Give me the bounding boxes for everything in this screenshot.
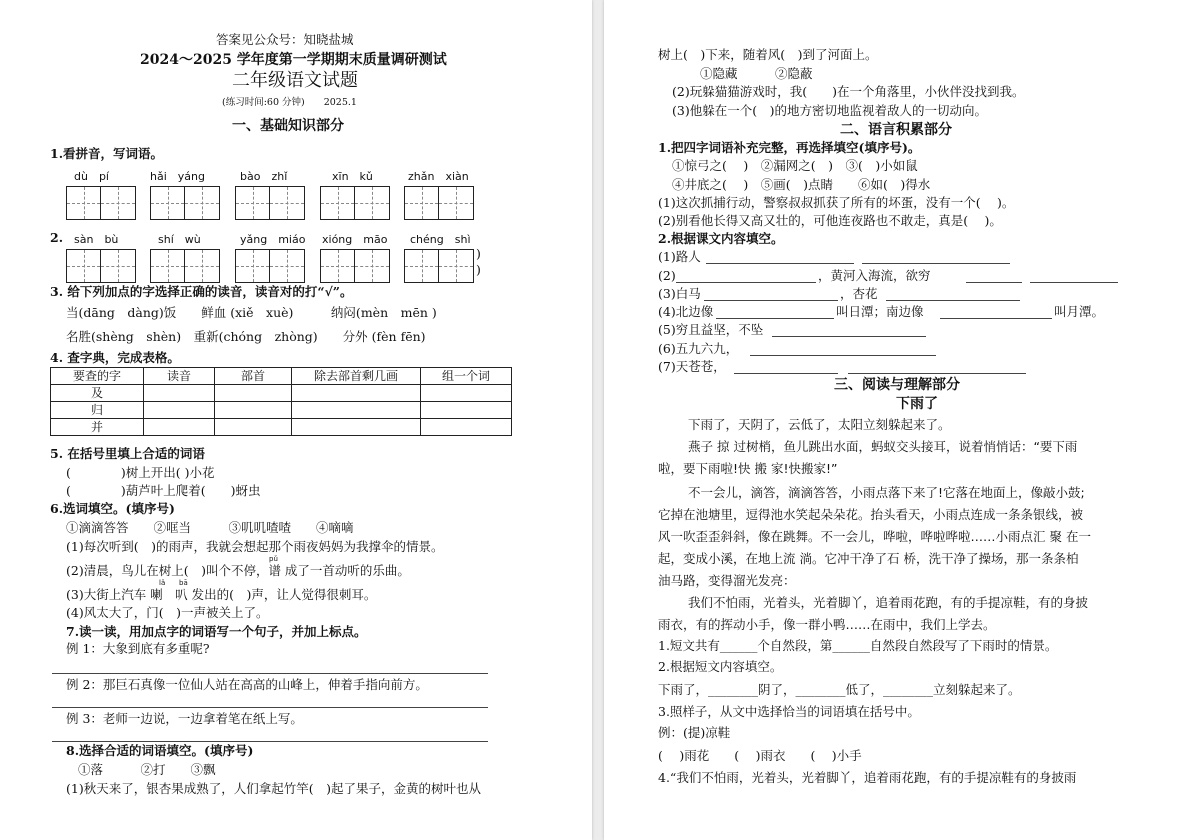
answer-line[interactable] <box>706 263 854 264</box>
pinyin-label: hǎi yáng <box>150 170 205 183</box>
fill-label: (3)白马 <box>658 286 701 301</box>
answer-line[interactable] <box>52 741 488 742</box>
fill-label: ，黄河入海流，欲穷 <box>818 268 931 283</box>
q6-sentence-2: (2)清晨，鸟儿在树上( )叫个不停，谱 成了一首动听的乐曲。 <box>66 563 410 578</box>
exam-page-right <box>604 0 1197 840</box>
reading-q3-example: 例：(提)凉鞋 <box>658 725 731 740</box>
pinyin-label: shí wù <box>158 233 201 246</box>
ruby: bā <box>179 579 188 587</box>
q8-options-2: ①隐藏 ②隐蔽 <box>700 66 813 81</box>
story-line: 下雨了，天阴了，云低了，太阳立刻躲起来了。 <box>688 417 951 432</box>
answer-line[interactable] <box>940 318 1052 319</box>
answer-cell[interactable] <box>421 419 512 436</box>
story-line: 啦，要下雨啦!快 搬 家!快搬家!” <box>658 461 838 476</box>
exam-page-left <box>0 0 592 840</box>
answer-cell[interactable] <box>292 385 421 402</box>
q5-line-1: ( )树上开出( )小花 <box>66 465 215 480</box>
pinyin-label: yǎng miáo <box>240 233 306 246</box>
answer-line[interactable] <box>1030 282 1118 283</box>
table-header: 组一个词 <box>421 368 512 385</box>
answer-line[interactable] <box>704 300 838 301</box>
exam-meta: (练习时间:60 分钟) 2025.1 <box>222 97 357 108</box>
fill-label: (5)穷且益坚，不坠 <box>658 322 764 337</box>
question-8: 8.选择合适的词语填空。(填序号) <box>66 743 254 758</box>
q5-line-2: ( )葫芦叶上爬着( )蚜虫 <box>66 483 261 498</box>
question-1: 1.看拼音，写词语。 <box>50 146 164 161</box>
answer-cell[interactable] <box>215 385 292 402</box>
story-line: 不一会儿，滴答，滴滴答答，小雨点落下来了!它落在地面上，像敲小鼓; <box>688 485 1085 500</box>
table-header: 读音 <box>144 368 215 385</box>
q8-sentence-1: (1)秋天来了，银杏果成熟了，人们拿起竹竿( )起了果子，金黄的树叶也从 <box>66 781 481 796</box>
table-row <box>51 402 512 419</box>
answer-line[interactable] <box>966 282 1022 283</box>
reading-question-2: 2.根据短文内容填空。 <box>658 659 783 674</box>
reading-question-4: 4.“我们不怕雨，光着头，光着脚丫，追着雨花跑，有的手提凉鞋有的身披雨 <box>658 770 1077 785</box>
q3-row-1: 当(dāng dàng)饭 鲜血 (xiě xuè) 纳闷(mèn mēn ) <box>66 305 437 320</box>
story-title: 下雨了 <box>896 396 938 412</box>
writing-grid[interactable] <box>150 249 220 283</box>
q6-options: ①滴滴答答 ②哐当 ③叽叽喳喳 ④嘀嘀 <box>66 520 354 535</box>
answer-line[interactable] <box>52 673 488 674</box>
answer-line[interactable] <box>772 336 926 337</box>
section-1-heading: 一、基础知识部分 <box>232 118 344 134</box>
ruby: pǔ <box>269 555 278 563</box>
reading-question-3: 3.照样子，从文中选择恰当的词语填在括号中。 <box>658 704 920 719</box>
pinyin-label: bào zhǐ <box>240 170 288 183</box>
source-note: 答案见公众号：知晓盐城 <box>216 32 354 47</box>
fill-label: (1)路人 <box>658 249 701 264</box>
question-3: 3. 给下列加点的字选择正确的读音，读音对的打“√”。 <box>50 284 353 299</box>
answer-cell[interactable] <box>215 419 292 436</box>
writing-grid[interactable] <box>320 186 390 220</box>
table-row <box>51 419 512 436</box>
pinyin-label: zhǎn xiàn <box>408 170 469 183</box>
answer-cell[interactable] <box>292 402 421 419</box>
table-cell: 并 <box>51 419 144 436</box>
answer-cell[interactable] <box>144 402 215 419</box>
q8-sentence-2: (2)玩躲猫猫游戏时，我( )在一个角落里，小伙伴没找到我。 <box>672 84 1025 99</box>
writing-grid[interactable] <box>66 249 136 283</box>
story-line: 它掉在池塘里，逗得池水笑起朵朵花。抬头看天，小雨点连成一条条银线，被 <box>658 507 1084 522</box>
story-line: 起，变成小溪，在地上流 淌。它冲干净了石 桥，洗干净了操场，那一条条柏 <box>658 551 1079 566</box>
idiom-sentence-2: (2)别看他长得又高又壮的，可他连夜路也不敢走，真是( )。 <box>658 213 1002 228</box>
pinyin-label: sàn bù <box>74 233 119 246</box>
pinyin-label: chéng shì <box>410 233 471 246</box>
reading-question-1: 1.短文共有______个自然段，第______自然段自然段写了下雨时的情景。 <box>658 638 1058 653</box>
answer-cell[interactable] <box>144 419 215 436</box>
question-5: 5. 在括号里填上合适的词语 <box>50 446 205 461</box>
answer-line[interactable] <box>848 373 1026 374</box>
table-header: 部首 <box>215 368 292 385</box>
answer-cell[interactable] <box>421 402 512 419</box>
table-row <box>51 385 512 402</box>
section-2-heading: 二、语言积累部分 <box>840 122 952 138</box>
fill-label: (2) <box>658 268 676 283</box>
exam-subtitle: 二年级语文试题 <box>232 70 358 91</box>
answer-line[interactable] <box>734 373 838 374</box>
q3-row-2: 名胜(shèng shèn) 重新(chóng zhòng) 分外 (fèn fēn) <box>66 329 426 344</box>
q6-sentence-4: (4)风太大了，门( )一声被关上了。 <box>66 605 269 620</box>
idiom-row-2: ④井底之( ) ⑤画( )点睛 ⑥如( )得水 <box>672 177 931 192</box>
s2-question-1: 1.把四字词语补充完整，再选择填空(填序号)。 <box>658 140 921 155</box>
table-header: 要查的字 <box>51 368 144 385</box>
fill-label: 叫月潭。 <box>1054 304 1105 319</box>
story-line: 燕子 掠 过树梢，鱼儿跳出水面，蚂蚁交头接耳，说着悄悄话：“要下雨 <box>688 439 1078 454</box>
writing-grid[interactable] <box>404 186 474 220</box>
question-4: 4. 查字典，完成表格。 <box>50 350 180 365</box>
story-line: 我们不怕雨，光着头，光着脚丫，追着雨花跑，有的手提凉鞋，有的身披 <box>688 595 1089 610</box>
table-cell: 归 <box>51 402 144 419</box>
reading-q3-fill: ( )雨花 ( )雨衣 ( )小手 <box>658 748 862 763</box>
answer-line[interactable] <box>676 282 816 283</box>
answer-cell[interactable] <box>215 402 292 419</box>
writing-grid[interactable] <box>404 249 474 283</box>
q8-sentence-3: (3)他躲在一个( )的地方密切地监视着敌人的一切动向。 <box>672 103 987 118</box>
pinyin-label: xīn kǔ <box>332 170 373 183</box>
writing-grid[interactable] <box>320 249 390 283</box>
question-7: 7.读一读，用加点字的词语写一个句子，并加上标点。 <box>66 624 367 639</box>
ruby: lǎ <box>159 579 166 587</box>
q7-example-3: 例 3：老师一边说，一边拿着笔在纸上写。 <box>66 711 303 726</box>
writing-grid[interactable] <box>150 186 220 220</box>
answer-line[interactable] <box>886 300 1020 301</box>
story-line: 油马路，变得溜光发亮： <box>658 573 796 588</box>
fill-label: (4)北边像 <box>658 304 714 319</box>
pinyin-label: xióng māo <box>322 233 388 246</box>
fill-label: ，杏花 <box>840 286 878 301</box>
table-cell: 及 <box>51 385 144 402</box>
answer-line[interactable] <box>750 355 936 356</box>
answer-line[interactable] <box>52 707 488 708</box>
q6-sentence-3: (3)大街上汽车 喇 叭 发出的( )声，让人觉得很刺耳。 <box>66 587 377 602</box>
question-6: 6.选词填空。(填序号) <box>50 501 175 516</box>
reading-q2-fill: 下雨了，________阴了，________低了，________立刻躲起来了。 <box>658 682 1021 697</box>
section-3-heading: 三、阅读与理解部分 <box>834 377 960 393</box>
fill-label: (7)天苍苍， <box>658 359 726 374</box>
paren: ) <box>476 262 481 277</box>
pinyin-label: dù pí <box>74 170 109 183</box>
answer-line[interactable] <box>716 318 834 319</box>
fill-label: 叫日潭；南边像 <box>836 304 924 319</box>
idiom-sentence-1: (1)这次抓捕行动，警察叔叔抓获了所有的坏蛋，没有一个( )。 <box>658 195 1015 210</box>
writing-grid[interactable] <box>235 186 305 220</box>
fill-label: (6)五九六九， <box>658 341 739 356</box>
story-line: 风一吹歪歪斜斜，像在跳舞。不一会儿，哗啦，哗啦哗啦……小雨点汇 聚 在一 <box>658 529 1091 544</box>
story-line: 雨衣，有的挥动小手，像一群小鸭……在雨中，我们上学去。 <box>658 617 996 632</box>
answer-line[interactable] <box>862 263 1010 264</box>
q8-options: ①落 ②打 ③飘 <box>78 762 216 777</box>
answer-cell[interactable] <box>421 385 512 402</box>
q7-example-2: 例 2：那巨石真像一位仙人站在高高的山峰上，伸着手指向前方。 <box>66 677 428 692</box>
exam-title: 2024～2025 学年度第一学期期末质量调研测试 <box>140 52 447 68</box>
writing-grid[interactable] <box>235 249 305 283</box>
q8-continued: 树上( )下来，随着风( )到了河面上。 <box>658 47 878 62</box>
idiom-row-1: ①惊弓之( ) ②漏网之( ) ③( )小如鼠 <box>672 158 918 173</box>
q7-example-1: 例 1：大象到底有多重呢? <box>66 641 210 656</box>
answer-cell[interactable] <box>144 385 215 402</box>
paren: ) <box>476 246 481 261</box>
dictionary-table <box>50 367 512 436</box>
q6-sentence-1: (1)每次听到( )的雨声，我就会想起那个雨夜妈妈为我撑伞的情景。 <box>66 539 444 554</box>
table-header: 除去部首剩几画 <box>292 368 421 385</box>
answer-cell[interactable] <box>292 419 421 436</box>
question-2-label: 2. <box>50 230 64 245</box>
writing-grid[interactable] <box>66 186 136 220</box>
s2-question-2: 2.根据课文内容填空。 <box>658 231 784 246</box>
